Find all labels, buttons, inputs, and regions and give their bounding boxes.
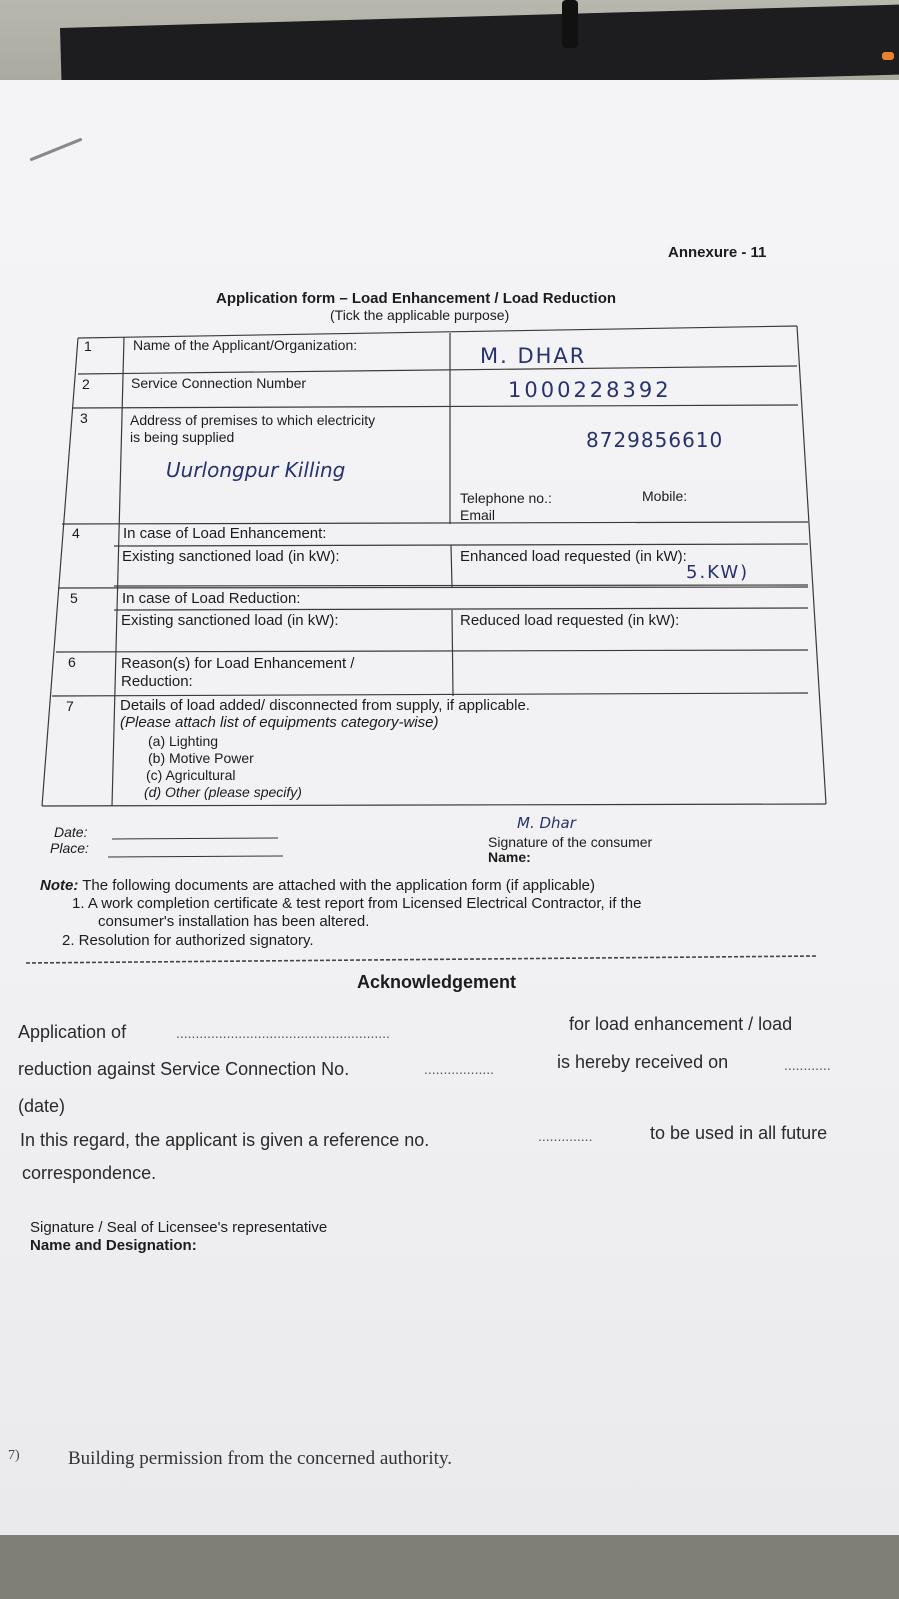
load-item-motive-power: (b) Motive Power — [148, 750, 254, 766]
telephone-label: Telephone no.: — [460, 490, 552, 506]
date-label: Date: — [54, 824, 88, 840]
applicant-name-value: M. DHAR — [480, 344, 587, 368]
consumer-name-label: Name: — [488, 849, 531, 865]
orange-object — [882, 52, 894, 60]
load-enhancement-heading: In case of Load Enhancement: — [123, 525, 327, 542]
licensee-name-label: Name and Designation: — [30, 1237, 197, 1254]
row-2-number: 2 — [82, 376, 90, 392]
form-subtitle: (Tick the applicable purpose) — [330, 307, 510, 323]
load-details-note: (Please attach list of equipments category-wise) — [120, 714, 439, 731]
ack-line-5: correspondence. — [22, 1163, 157, 1183]
service-connection-label: Service Connection Number — [131, 375, 307, 391]
address-label-line2: is being supplied — [130, 429, 235, 445]
note-title: Note: — [40, 877, 79, 894]
ack-line-1-end: for load enhancement / load — [569, 1014, 793, 1034]
reduced-load-label: Reduced load requested (in kW): — [460, 612, 680, 629]
load-reduction-heading: In case of Load Reduction: — [122, 590, 301, 607]
note-item-2: 2. Resolution for authorized signatory. — [62, 932, 314, 949]
row-4-number: 4 — [72, 525, 80, 541]
row-1-number: 1 — [84, 338, 92, 354]
svg-text:..............................: ....................................................... — [176, 1025, 390, 1041]
row-7-number: 7 — [66, 698, 74, 714]
annexure-label: Annexure - 11 — [668, 244, 767, 261]
svg-text:..................: .................. — [424, 1061, 495, 1077]
note-item-1-line2: consumer's installation has been altered. — [98, 913, 370, 930]
svg-text:..............: .............. — [538, 1128, 593, 1144]
row-6-number: 6 — [68, 654, 76, 670]
address-label-line1: Address of premises to which electricity — [130, 412, 376, 428]
enhanced-load-label: Enhanced load requested (in kW): — [460, 548, 687, 565]
applicant-name-label: Name of the Applicant/Organization: — [133, 337, 358, 353]
existing-load-enhancement-label: Existing sanctioned load (in kW): — [122, 548, 340, 565]
note-item-1-line1: 1. A work completion certificate & test report from Licensed Electrical Contractor, if the — [72, 895, 642, 912]
note-intro: The following documents are attached with the application form (if applicable) — [82, 877, 596, 894]
signature-label: Signature of the consumer — [488, 834, 653, 850]
ack-line-4-start: In this regard, the applicant is given a reference no. — [20, 1130, 430, 1150]
ack-line-2-start: reduction against Service Connection No. — [18, 1059, 350, 1079]
enhanced-load-value: 5.KW) — [686, 562, 750, 583]
ack-line-1-start: Application of — [18, 1022, 127, 1042]
acknowledgement-heading: Acknowledgement — [357, 972, 517, 992]
load-item-agricultural: (c) Agricultural — [146, 767, 236, 783]
mobile-label: Mobile: — [642, 488, 688, 504]
service-connection-value: 1000228392 — [508, 378, 672, 402]
load-details-label: Details of load added/ disconnected from supply, if applicable. — [120, 697, 530, 714]
load-item-other: (d) Other (please specify) — [144, 784, 302, 800]
licensee-signature-label: Signature / Seal of Licensee's representative — [30, 1219, 328, 1236]
reason-label-line1: Reason(s) for Load Enhancement / — [121, 655, 355, 672]
desk-bottom — [0, 1525, 899, 1599]
ack-line-4-end: to be used in all future — [650, 1123, 828, 1143]
svg-text:............: ............ — [784, 1057, 831, 1073]
place-label: Place: — [50, 840, 89, 856]
email-label: Email — [460, 507, 496, 523]
ack-line-3: (date) — [18, 1096, 66, 1116]
row-5-number: 5 — [70, 590, 78, 606]
ack-line-2-end: is hereby received on — [557, 1052, 729, 1072]
load-item-lighting: (a) Lighting — [148, 733, 219, 749]
mobile-value: 8729856610 — [586, 428, 724, 452]
existing-load-reduction-label: Existing sanctioned load (in kW): — [121, 612, 339, 629]
footer-number: 7) — [8, 1448, 20, 1463]
consumer-signature: M. Dhar — [517, 814, 576, 832]
address-value: Uurlongpur Killing — [166, 458, 346, 482]
footer-text: Building permission from the concerned authority. — [68, 1448, 452, 1469]
cable — [562, 0, 578, 48]
row-3-number: 3 — [80, 410, 88, 426]
reason-label-line2: Reduction: — [121, 673, 193, 690]
form-title: Application form – Load Enhancement / Load Reduction — [216, 290, 617, 307]
